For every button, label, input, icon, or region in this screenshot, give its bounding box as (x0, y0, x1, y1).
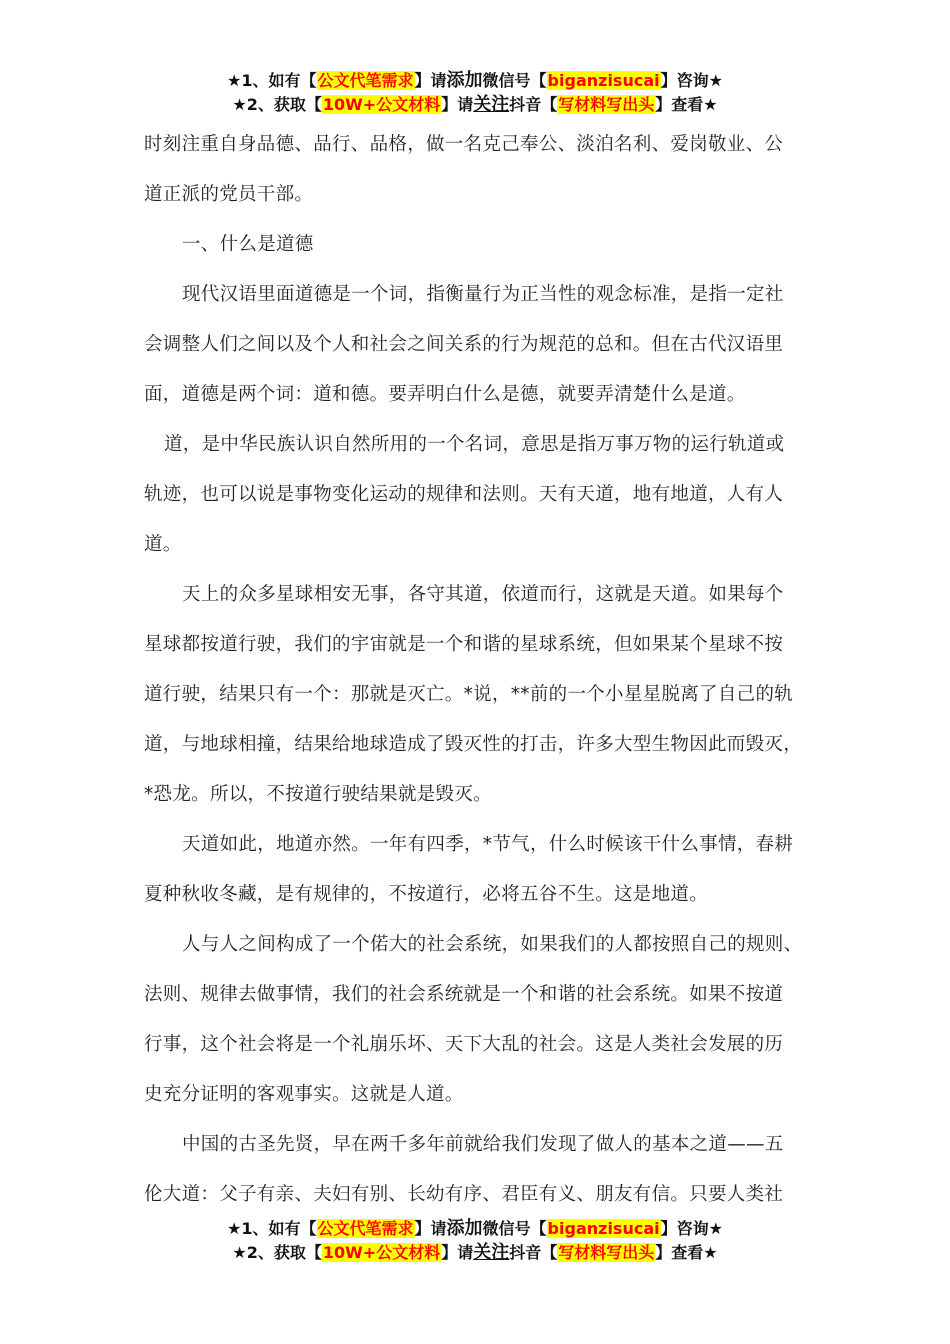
highlight-badge: 10W+公文材料 (322, 1243, 441, 1262)
body-line: 史充分证明的客观事实。这就是人道。 (144, 1084, 464, 1105)
body-line: 星球都按道行驶，我们的宇宙就是一个和谐的星球系统，但如果某个星球不按 (144, 634, 784, 655)
body-line: 法则、规律去做事情，我们的社会系统就是一个和谐的社会系统。如果不按道 (144, 984, 784, 1005)
banner-text: 】请 (414, 1219, 447, 1238)
banner-text: 】咨询★ (660, 71, 723, 90)
body-line: 伦大道：父子有亲、夫妇有别、长幼有序、君臣有义、朋友有信。只要人类社 (144, 1184, 784, 1205)
emphasis-text: 添加 (446, 1218, 483, 1239)
highlight-badge: 公文代笔需求 (317, 1219, 414, 1238)
body-line: *恐龙。所以，不按道行驶结果就是毁灭。 (144, 784, 492, 805)
body-line: 天道如此，地道亦然。一年有四季，*节气，什么时候该干什么事情，春耕 (182, 834, 794, 855)
emphasis-text: 关注 (473, 1242, 510, 1263)
body-line: 人与人之间构成了一个偌大的社会系统，如果我们的人都按照自己的规则、 (182, 934, 803, 955)
section-heading: 一、什么是道德 (182, 234, 314, 255)
body-line: 中国的古圣先贤，早在两千多年前就给我们发现了做人的基本之道——五 (182, 1134, 784, 1155)
body-line: 轨迹，也可以说是事物变化运动的规律和法则。天有天道，地有地道，人有人 (144, 484, 784, 505)
body-line: 道行驶，结果只有一个：那就是灭亡。*说，**前的一个小星星脱离了自己的轨 (144, 684, 794, 705)
banner-text: 】咨询★ (660, 1219, 723, 1238)
banner-text: 】请 (441, 95, 474, 114)
body-line: 天上的众多星球相安无事，各守其道，依道而行，这就是天道。如果每个 (182, 584, 784, 605)
douyin-id-badge: 写材料写出头 (558, 1243, 655, 1262)
banner-line-1 (0, 1217, 950, 1241)
wechat-id-badge: biganzisucai (547, 71, 660, 90)
header-banner (0, 69, 950, 117)
banner-text: 】查看★ (655, 95, 718, 114)
body-line: 面，道德是两个词：道和德。要弄明白什么是德，就要弄清楚什么是道。 (144, 384, 746, 405)
emphasis-text: 添加 (446, 70, 483, 91)
document-body (144, 126, 824, 1226)
body-line: 道正派的党员干部。 (144, 184, 314, 205)
banner-text: ★1、如有【 (227, 1219, 317, 1238)
banner-text: ★1、如有【 (227, 71, 317, 90)
body-line: 会调整人们之间以及个人和社会之间关系的行为规范的总和。但在古代汉语里 (144, 334, 784, 355)
body-line: 行事，这个社会将是一个礼崩乐坏、天下大乱的社会。这是人类社会发展的历 (144, 1034, 784, 1055)
banner-text: 抖音【 (509, 1243, 558, 1262)
body-line: 现代汉语里面道德是一个词，指衡量行为正当性的观念标准，是指一定社 (182, 284, 784, 305)
highlight-badge: 10W+公文材料 (322, 95, 441, 114)
wechat-id-badge: biganzisucai (547, 1219, 660, 1238)
banner-text: 微信号【 (482, 71, 547, 90)
body-line: 道，与地球相撞，结果给地球造成了毁灭性的打击，许多大型生物因此而毁灭， (144, 734, 803, 755)
banner-text: 】请 (414, 71, 447, 90)
banner-text: 微信号【 (482, 1219, 547, 1238)
banner-text: ★2、获取【 (232, 1243, 322, 1262)
douyin-id-badge: 写材料写出头 (558, 95, 655, 114)
banner-line-2 (0, 1241, 950, 1265)
banner-line-2 (0, 93, 950, 117)
footer-banner (0, 1217, 950, 1265)
body-line: 夏种秋收冬藏，是有规律的，不按道行，必将五谷不生。这是地道。 (144, 884, 709, 905)
banner-text: 抖音【 (509, 95, 558, 114)
body-line: 道，是中华民族认识自然所用的一个名词，意思是指万事万物的运行轨道或 (164, 434, 785, 455)
banner-text: 】查看★ (655, 1243, 718, 1262)
body-line: 时刻注重自身品德、品行、品格，做一名克己奉公、淡泊名利、爱岗敬业、公 (144, 134, 784, 155)
banner-text: ★2、获取【 (232, 95, 322, 114)
highlight-badge: 公文代笔需求 (317, 71, 414, 90)
emphasis-text: 关注 (473, 94, 510, 115)
banner-text: 】请 (441, 1243, 474, 1262)
body-line: 道。 (144, 534, 182, 555)
banner-line-1 (0, 69, 950, 93)
